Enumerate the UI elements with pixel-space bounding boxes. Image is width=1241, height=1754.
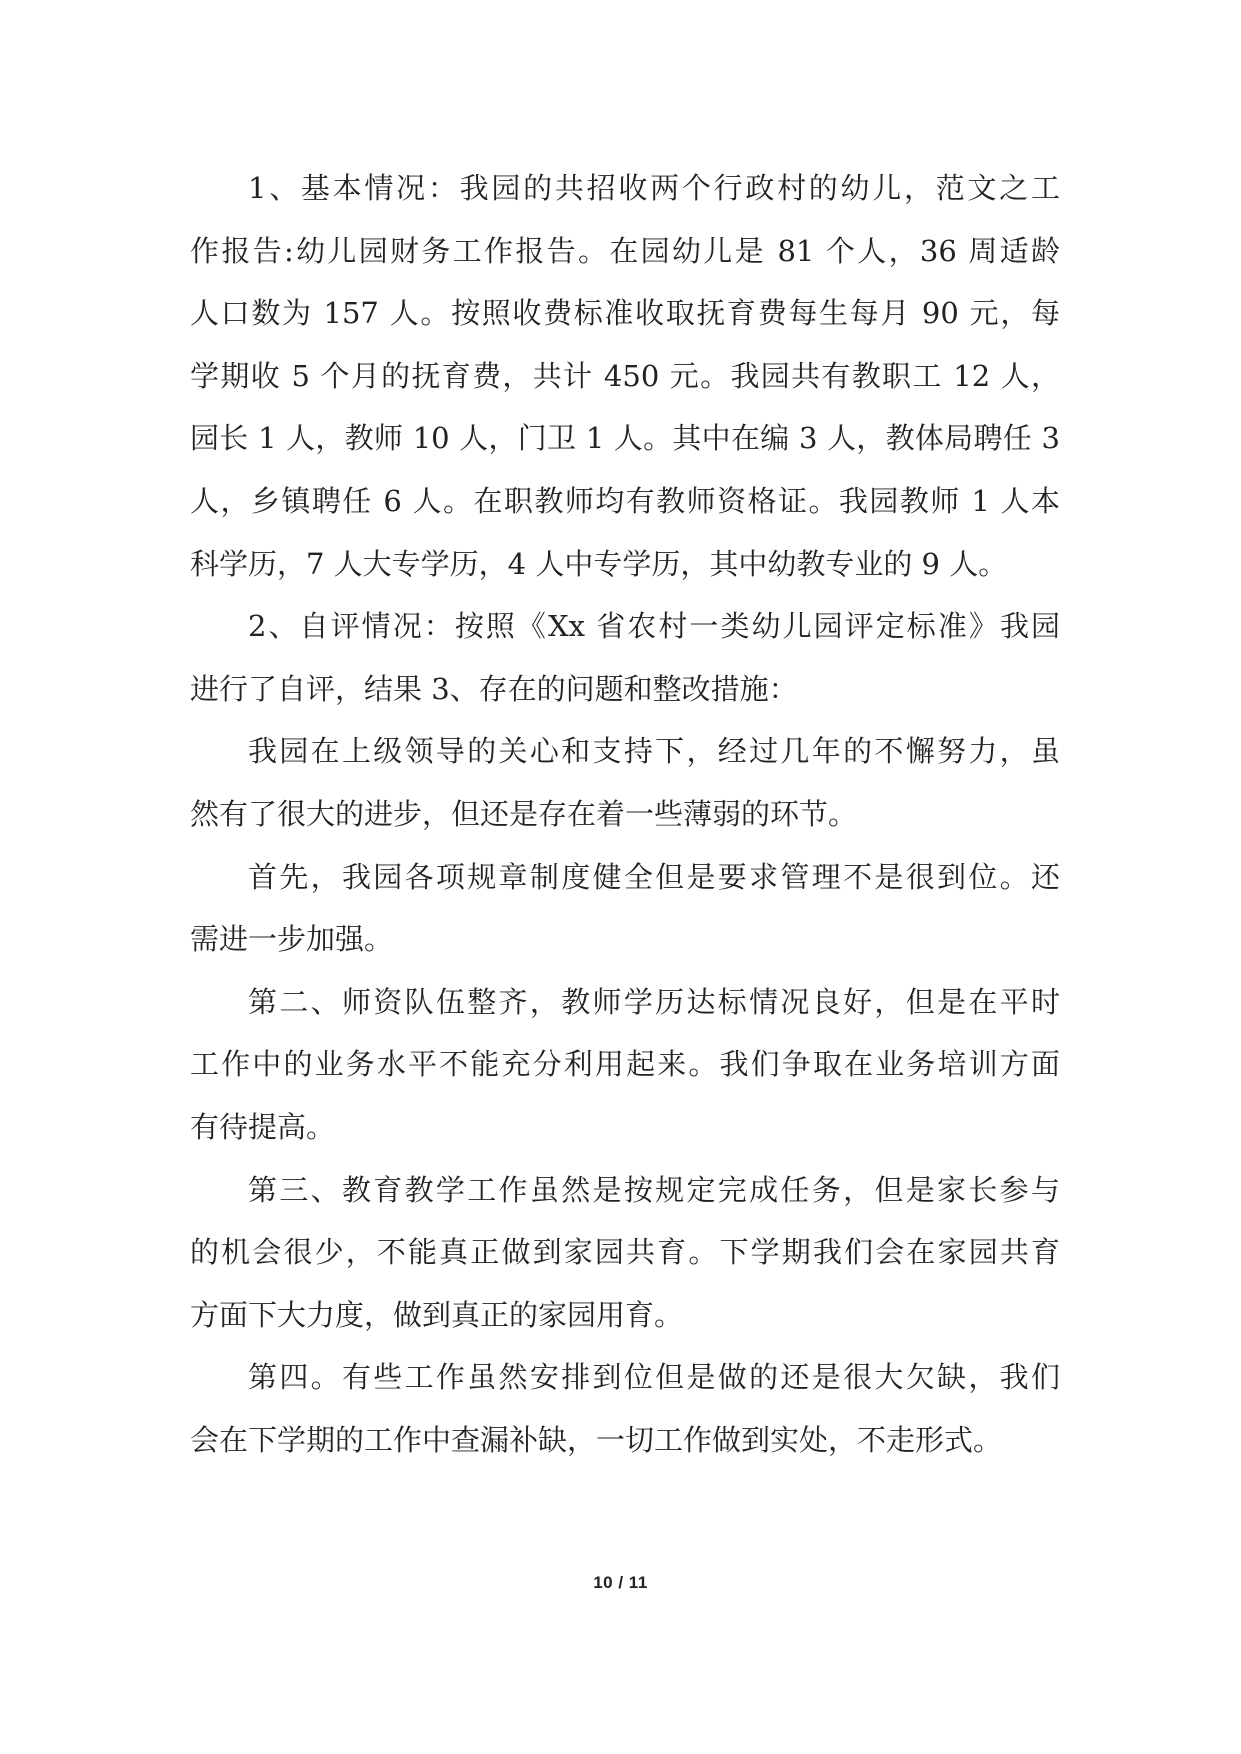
text-line: 科学历，7 人大专学历，4 人中专学历，其中幼教专业的 9 人。 — [190, 546, 1008, 581]
page-number: 10 / 11 — [593, 1573, 648, 1592]
text-line: 有待提高。 — [190, 1109, 336, 1144]
paragraph-self-evaluation — [190, 595, 1060, 720]
text-line: 作报告:幼儿园财务工作报告。在园幼儿是 81 个人，36 周适龄 — [190, 233, 1060, 268]
text-line: 方面下大力度，做到真正的家园用育。 — [190, 1297, 684, 1332]
text-line: 我园在上级领导的关心和支持下，经过几年的不懈努力，虽 — [248, 734, 1060, 769]
text-line: 第四。有些工作虽然安排到位但是做的还是很大欠缺，我们 — [248, 1360, 1060, 1395]
text-line: 人，乡镇聘任 6 人。在职教师均有教师资格证。我园教师 1 人本 — [190, 483, 1060, 518]
text-line: 首先，我园各项规章制度健全但是要求管理不是很到位。还 — [248, 859, 1060, 894]
paragraph-second-point — [190, 971, 1060, 1159]
text-line: 学期收 5 个月的抚育费，共计 450 元。我园共有教职工 12 人， — [190, 358, 1060, 393]
paragraph-fourth-point — [190, 1346, 1060, 1471]
text-line: 然有了很大的进步，但还是存在着一些薄弱的环节。 — [190, 796, 858, 831]
paragraph-third-point — [190, 1159, 1060, 1347]
text-line: 进行了自评，结果 3、存在的问题和整改措施： — [190, 671, 798, 706]
text-line: 人口数为 157 人。按照收费标准收取抚育费每生每月 90 元，每 — [190, 296, 1060, 331]
text-line: 需进一步加强。 — [190, 922, 394, 957]
text-line: 会在下学期的工作中查漏补缺，一切工作做到实处，不走形式。 — [190, 1422, 1003, 1457]
text-line: 2、自评情况：按照《Xx 省农村一类幼儿园评定标准》我园 — [248, 609, 1060, 644]
text-line: 的机会很少，不能真正做到家园共育。下学期我们会在家园共育 — [190, 1235, 1060, 1270]
text-line: 工作中的业务水平不能充分利用起来。我们争取在业务培训方面 — [190, 1047, 1060, 1082]
paragraph-first-point — [190, 846, 1060, 971]
document-body — [190, 157, 1060, 1471]
text-line: 1、基本情况：我园的共招收两个行政村的幼儿，范文之工 — [248, 171, 1060, 205]
paragraph-basic-info — [190, 157, 1060, 595]
text-line: 第二、师资队伍整齐，教师学历达标情况良好，但是在平时 — [248, 984, 1060, 1019]
text-line: 第三、教育教学工作虽然是按规定完成任务，但是家长参与 — [248, 1172, 1060, 1207]
text-line: 园长 1 人，教师 10 人，门卫 1 人。其中在编 3 人，教体局聘任 3 — [190, 421, 1060, 456]
paragraph-progress — [190, 720, 1060, 845]
